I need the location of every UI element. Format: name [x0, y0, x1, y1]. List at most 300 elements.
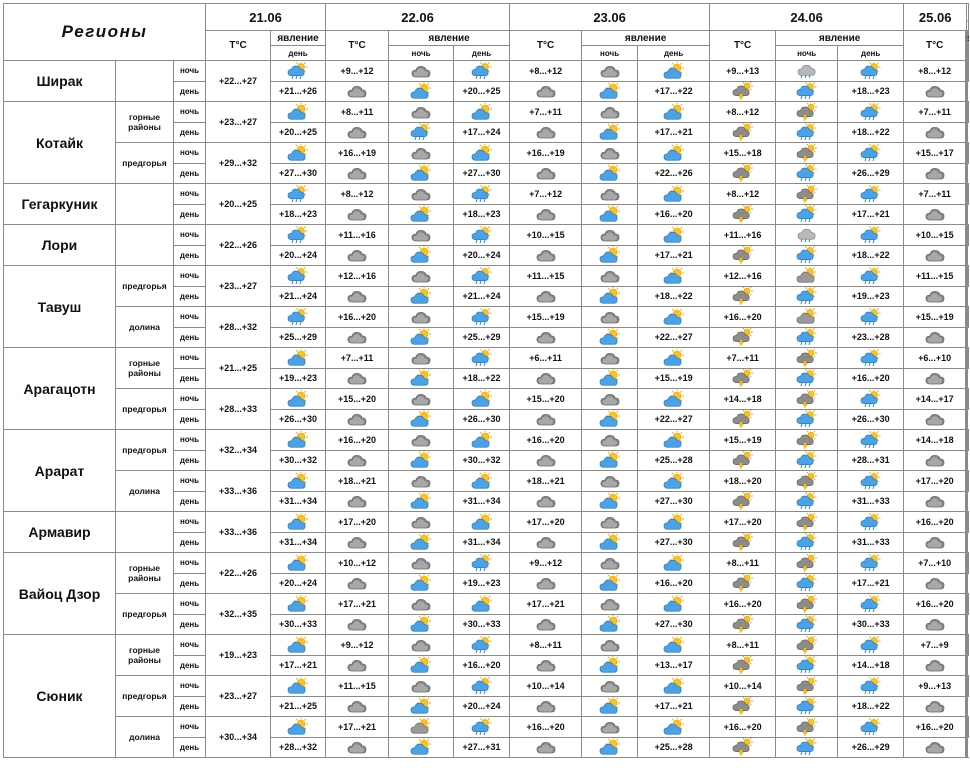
region-name: Тавуш: [4, 266, 116, 348]
thunder-icon: [732, 533, 754, 550]
cloud-icon: [346, 451, 368, 468]
sun-cloud-rain-icon: [796, 328, 818, 345]
date-header: 22.06: [326, 4, 510, 31]
cloud-icon: [410, 390, 432, 407]
weather-cell: [389, 389, 454, 410]
weather-cell: [582, 61, 638, 82]
table-row: [4, 676, 969, 697]
weather-cell: [904, 122, 966, 143]
weather-cell: [968, 143, 969, 164]
weather-cell: [271, 61, 326, 82]
thunder-icon: [796, 144, 818, 161]
weather-cell: [582, 450, 638, 471]
weather-cell: [582, 491, 638, 512]
sun-cloud-icon: [410, 369, 432, 386]
temp-value: +16...+20: [710, 594, 776, 615]
cloud-icon: [599, 554, 621, 571]
sun-cloud-icon: [599, 451, 621, 468]
temp-value: +8...+12: [326, 184, 389, 205]
temp-value: +15...+17: [904, 143, 966, 164]
subregion-label: предгорья: [116, 430, 174, 471]
sun-cloud-icon: [663, 349, 685, 366]
weather-cell: [638, 471, 710, 492]
weather-cell: [710, 204, 776, 225]
temp-value: +18...+22: [454, 368, 510, 389]
temp-header: Т°С: [326, 31, 389, 61]
cloud-icon: [410, 513, 432, 530]
weather-cell: [271, 471, 326, 492]
night-label: ночь: [174, 225, 206, 246]
night-label: ночь: [174, 143, 206, 164]
weather-cell: [776, 122, 838, 143]
temp-value: +8...+11: [326, 102, 389, 123]
sun-cloud-rain-icon: [287, 267, 309, 284]
night-label: ночь: [174, 676, 206, 697]
temp-value: +7...+11: [904, 184, 966, 205]
day-subheader: день: [638, 46, 710, 61]
weather-cell: [776, 676, 838, 697]
thunder-icon: [732, 451, 754, 468]
weather-cell: [776, 450, 838, 471]
sun-cloud-icon: [663, 103, 685, 120]
weather-cell: [776, 491, 838, 512]
weather-cell: [968, 471, 969, 492]
temp-value: +14...+18: [838, 655, 904, 676]
temp-value: +9...+13: [710, 61, 776, 82]
weather-cell: [776, 389, 838, 410]
temp-value: +25...+29: [271, 327, 326, 348]
night-label: ночь: [174, 266, 206, 287]
temp-header: Т°С: [206, 31, 271, 61]
weather-cell: [326, 368, 389, 389]
temp-value: +12...+16: [326, 266, 389, 287]
weather-cell: [271, 635, 326, 656]
weather-cell: [838, 717, 904, 738]
cloud-icon: [535, 533, 557, 550]
date-header: [967, 4, 969, 31]
cloud-icon: [599, 595, 621, 612]
sun-cloud-icon: [663, 554, 685, 571]
weather-cell: [582, 532, 638, 553]
temp-value: +22...+27: [638, 409, 710, 430]
weather-cell: [776, 286, 838, 307]
weather-cell: [389, 368, 454, 389]
sun-cloud-rain-icon: [860, 513, 882, 530]
weather-cell: [326, 122, 389, 143]
cloud-icon: [535, 328, 557, 345]
thunder-icon: [796, 513, 818, 530]
weather-cell: [838, 266, 904, 287]
weather-cell: [454, 225, 510, 246]
weather-cell: [776, 368, 838, 389]
cloud-icon: [535, 615, 557, 632]
cloud-icon: [599, 103, 621, 120]
weather-cell: [967, 409, 968, 430]
cloud-icon: [535, 369, 557, 386]
temp-value: +17...+21: [326, 594, 389, 615]
temp-value: +18...+22: [638, 286, 710, 307]
weather-cell: [271, 553, 326, 574]
temp-value: +8...+12: [904, 61, 966, 82]
weather-cell: [710, 614, 776, 635]
cloud-icon: [924, 328, 946, 345]
temp-value: +20...+24: [454, 696, 510, 717]
cloud-icon: [924, 533, 946, 550]
thunder-icon: [732, 328, 754, 345]
temp-value: +31...+34: [454, 491, 510, 512]
temp-value: +19...+23: [271, 368, 326, 389]
sun-cloud-rain-icon: [796, 492, 818, 509]
weather-cell: [510, 204, 582, 225]
cloud-icon: [410, 349, 432, 366]
temp-value: +21...+24: [271, 286, 326, 307]
night-label: ночь: [174, 430, 206, 451]
cloud-icon: [535, 246, 557, 263]
weather-cell: [967, 655, 968, 676]
weather-cell: [326, 491, 389, 512]
day-label: день: [174, 368, 206, 389]
weather-cell: [454, 635, 510, 656]
weather-cell: [904, 532, 966, 553]
cloud-icon: [410, 144, 432, 161]
day-label: день: [174, 737, 206, 758]
temp-value: +26...+29: [838, 163, 904, 184]
temp-value: +7...+11: [710, 348, 776, 369]
sun-cloud-icon: [410, 615, 432, 632]
weather-cell: [454, 553, 510, 574]
cloud-icon: [410, 636, 432, 653]
weather-cell: [510, 491, 582, 512]
weather-cell: [967, 204, 968, 225]
sun-cloud-icon: [599, 492, 621, 509]
sun-cloud-icon: [663, 513, 685, 530]
sun-cloud-rain-icon: [287, 226, 309, 243]
sun-cloud-rain-icon: [860, 349, 882, 366]
weather-cell: [582, 471, 638, 492]
weather-cell: [710, 491, 776, 512]
night-label: ночь: [174, 184, 206, 205]
thunder-icon: [732, 205, 754, 222]
weather-cell: [582, 204, 638, 225]
thunder-icon: [732, 246, 754, 263]
weather-cell: [638, 61, 710, 82]
weather-cell: [582, 594, 638, 615]
weather-cell: [510, 327, 582, 348]
day-label: день: [174, 286, 206, 307]
cloud-icon: [410, 472, 432, 489]
weather-cell: [326, 450, 389, 471]
sun-cloud-icon: [410, 697, 432, 714]
temp-value: +30...+33: [454, 614, 510, 635]
sun-cloud-icon: [471, 472, 493, 489]
cloud-icon: [599, 308, 621, 325]
sun-cloud-rain-icon: [796, 82, 818, 99]
phen-header: явление: [271, 31, 326, 46]
day-label: день: [174, 327, 206, 348]
cloud-icon: [346, 738, 368, 755]
temp-value: +17...+21: [271, 655, 326, 676]
night-label: ночь: [174, 102, 206, 123]
sun-cloud-rain-icon: [471, 226, 493, 243]
weather-cell: [582, 163, 638, 184]
cloud-icon: [346, 82, 368, 99]
cloud-rain-icon: [796, 62, 818, 79]
temp-value: +19...+23: [838, 286, 904, 307]
temp-value: +23...+28: [838, 327, 904, 348]
weather-cell: [271, 184, 326, 205]
cloud-icon: [410, 554, 432, 571]
weather-cell: [968, 512, 969, 533]
sun-cloud-icon: [287, 431, 309, 448]
temp-value: +9...+12: [326, 61, 389, 82]
weather-cell: [776, 204, 838, 225]
weather-cell: [638, 553, 710, 574]
sun-cloud-icon: [599, 615, 621, 632]
cloud-icon: [535, 656, 557, 673]
cloud-icon: [924, 410, 946, 427]
temp-value: +31...+33: [838, 532, 904, 553]
night-label: ночь: [174, 471, 206, 492]
weather-cell: [582, 348, 638, 369]
thunder-icon: [796, 677, 818, 694]
weather-cell: [510, 81, 582, 102]
temp-value: +18...+21: [510, 471, 582, 492]
weather-cell: [776, 430, 838, 451]
cloud-icon: [346, 410, 368, 427]
temp-value: +18...+21: [326, 471, 389, 492]
sun-cloud-rain-icon: [796, 697, 818, 714]
weather-cell: [776, 655, 838, 676]
temp-value: +10...+14: [710, 676, 776, 697]
weather-cell: [389, 143, 454, 164]
weather-cell: [389, 737, 454, 758]
weather-cell: [389, 573, 454, 594]
sun-cloud-rain-icon: [471, 62, 493, 79]
sun-cloud-icon: [287, 718, 309, 735]
sun-cloud-rain-icon: [796, 451, 818, 468]
sun-cloud-rain-icon: [796, 246, 818, 263]
weather-cell: [582, 245, 638, 266]
sun-cloud-icon: [471, 144, 493, 161]
night-label: ночь: [174, 717, 206, 738]
temp-value: +20...+25: [206, 184, 271, 225]
sun-cloud-icon: [287, 677, 309, 694]
temp-value: +16...+20: [710, 307, 776, 328]
thunder-icon: [796, 349, 818, 366]
sun-cloud-icon: [410, 492, 432, 509]
day-label: день: [174, 122, 206, 143]
temp-value: +15...+19: [904, 307, 966, 328]
sun-cloud-icon: [287, 349, 309, 366]
weather-cell: [968, 676, 969, 697]
weather-cell: [454, 594, 510, 615]
temp-value: +10...+15: [904, 225, 966, 246]
weather-cell: [510, 368, 582, 389]
sun-cloud-icon: [471, 390, 493, 407]
weather-cell: [967, 122, 968, 143]
region-name: Котайк: [4, 102, 116, 184]
weather-cell: [389, 81, 454, 102]
temp-value: +22...+26: [206, 225, 271, 266]
date-header: 24.06: [710, 4, 904, 31]
weather-cell: [389, 655, 454, 676]
weather-cell: [510, 450, 582, 471]
weather-cell: [904, 573, 966, 594]
weather-cell: [582, 737, 638, 758]
weather-cell: [510, 655, 582, 676]
temp-value: +17...+21: [510, 594, 582, 615]
cloud-icon: [535, 492, 557, 509]
sun-cloud-icon: [599, 205, 621, 222]
subregion-label: горные районы: [116, 348, 174, 389]
temp-value: +16...+20: [838, 368, 904, 389]
thunder-icon: [732, 82, 754, 99]
region-name: Вайоц Дзор: [4, 553, 116, 635]
weather-cell: [776, 102, 838, 123]
weather-cell: [389, 266, 454, 287]
sun-cloud-rain-icon: [860, 185, 882, 202]
weather-cell: [582, 409, 638, 430]
subregion-empty: [116, 184, 174, 225]
temp-value: +16...+20: [510, 717, 582, 738]
temp-value: +7...+12: [510, 184, 582, 205]
weather-cell: [510, 532, 582, 553]
weather-cell: [710, 696, 776, 717]
sun-cloud-icon: [663, 718, 685, 735]
cloud-icon: [346, 164, 368, 181]
temp-value: +8...+11: [710, 553, 776, 574]
temp-value: +20...+24: [454, 245, 510, 266]
sun-cloud-icon: [410, 451, 432, 468]
sun-cloud-icon: [471, 595, 493, 612]
sun-cloud-icon: [410, 328, 432, 345]
weather-cell: [967, 573, 968, 594]
temp-value: +21...+26: [271, 81, 326, 102]
weather-cell: [582, 430, 638, 451]
temp-header: Т°С: [904, 31, 966, 61]
weather-cell: [904, 368, 966, 389]
weather-cell: [967, 614, 968, 635]
weather-cell: [838, 61, 904, 82]
temp-value: +16...+20: [904, 717, 966, 738]
weather-cell: [271, 717, 326, 738]
day-subheader: [968, 46, 969, 61]
temp-value: +17...+21: [638, 245, 710, 266]
cloud-icon: [924, 369, 946, 386]
weather-cell: [776, 143, 838, 164]
subregion-label: горные районы: [116, 635, 174, 676]
cloud-icon: [924, 492, 946, 509]
weather-cell: [271, 348, 326, 369]
cloud-icon: [599, 718, 621, 735]
night-label: ночь: [174, 307, 206, 328]
weather-cell: [510, 737, 582, 758]
day-subheader: день: [838, 46, 904, 61]
temp-value: +9...+12: [510, 553, 582, 574]
weather-cell: [389, 102, 454, 123]
cloud-icon: [535, 574, 557, 591]
weather-cell: [326, 696, 389, 717]
thunder-icon: [796, 472, 818, 489]
weather-cell: [904, 163, 966, 184]
date-header: 21.06: [206, 4, 326, 31]
weather-cell: [454, 266, 510, 287]
temp-value: +16...+19: [510, 143, 582, 164]
weather-cell: [904, 286, 966, 307]
weather-cell: [454, 430, 510, 451]
weather-cell: [271, 266, 326, 287]
cloud-icon: [346, 328, 368, 345]
cloud-icon: [599, 144, 621, 161]
weather-cell: [271, 594, 326, 615]
sun-cloud-icon: [663, 267, 685, 284]
weather-cell: [582, 553, 638, 574]
weather-cell: [967, 696, 968, 717]
weather-cell: [389, 717, 454, 738]
weather-cell: [582, 717, 638, 738]
weather-cell: [710, 122, 776, 143]
weather-cell: [510, 614, 582, 635]
forecast-table: [3, 3, 969, 758]
cloud-icon: [410, 62, 432, 79]
phen-header: явление: [389, 31, 510, 46]
weather-cell: [838, 348, 904, 369]
cloud-icon: [410, 226, 432, 243]
thunder-icon: [796, 718, 818, 735]
weather-cell: [710, 532, 776, 553]
temp-value: +18...+23: [454, 204, 510, 225]
thunder-icon: [732, 369, 754, 386]
temp-value: +16...+20: [710, 717, 776, 738]
weather-cell: [389, 61, 454, 82]
table-row: [4, 143, 969, 164]
temp-value: +16...+19: [326, 143, 389, 164]
temp-value: +16...+20: [326, 430, 389, 451]
temp-header: Т°С: [710, 31, 776, 61]
weather-cell: [389, 184, 454, 205]
weather-cell: [968, 635, 969, 656]
temp-value: +30...+32: [271, 450, 326, 471]
weather-cell: [510, 122, 582, 143]
weather-cell: [776, 245, 838, 266]
sun-cloud-rain-icon: [471, 308, 493, 325]
temp-value: +30...+33: [271, 614, 326, 635]
region-name: Сюник: [4, 635, 116, 758]
weather-cell: [582, 327, 638, 348]
subregion-label: предгорья: [116, 389, 174, 430]
sun-cloud-icon: [471, 431, 493, 448]
temp-value: +15...+19: [638, 368, 710, 389]
table-row: [4, 307, 969, 328]
temp-value: +14...+18: [904, 430, 966, 451]
subregion-label: долина: [116, 307, 174, 348]
weather-cell: [389, 225, 454, 246]
sun-cloud-icon: [410, 205, 432, 222]
sun-cloud-rain-icon: [860, 144, 882, 161]
weather-cell: [968, 430, 969, 451]
temp-value: +14...+18: [710, 389, 776, 410]
temp-value: +20...+24: [271, 573, 326, 594]
night-label: ночь: [174, 635, 206, 656]
cloud-icon: [346, 287, 368, 304]
weather-cell: [582, 614, 638, 635]
weather-cell: [904, 450, 966, 471]
temp-value: +27...+31: [454, 737, 510, 758]
temp-value: +32...+35: [206, 594, 271, 635]
weather-cell: [389, 163, 454, 184]
temp-header: Т°С: [510, 31, 582, 61]
weather-cell: [510, 696, 582, 717]
